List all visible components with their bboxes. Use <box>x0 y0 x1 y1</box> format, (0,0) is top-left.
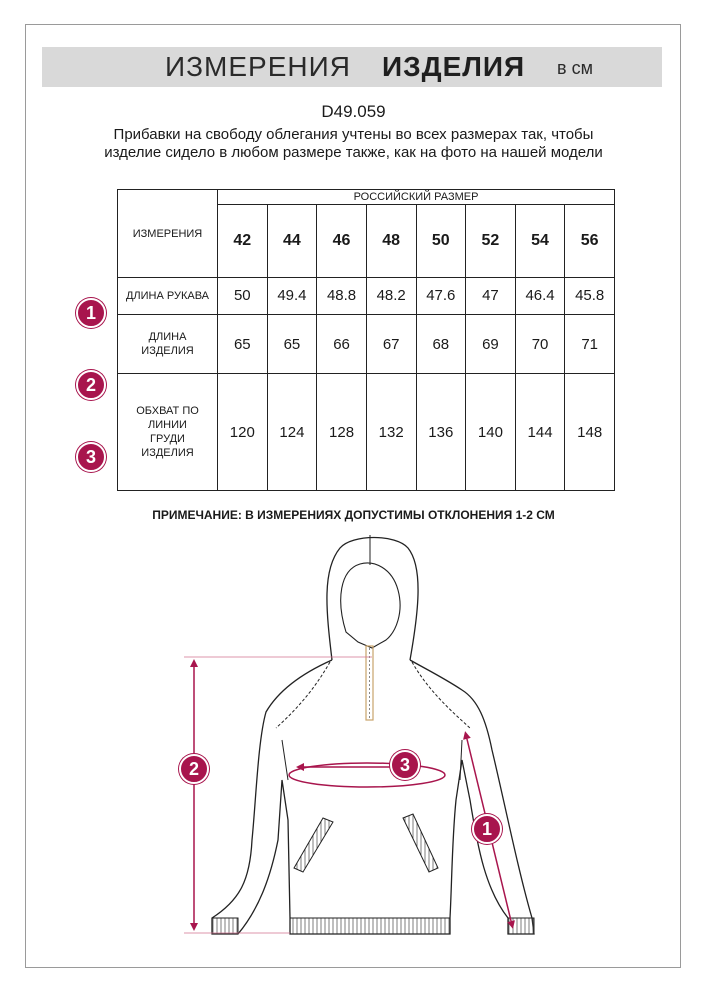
table-cell: 71 <box>565 314 615 373</box>
title-unit: в см <box>557 58 593 78</box>
raglan-seam-left <box>276 662 330 728</box>
pocket-left <box>294 818 333 872</box>
armhole-left <box>282 740 288 780</box>
size-header: 56 <box>565 205 615 278</box>
table-cell: 128 <box>317 374 367 491</box>
table-cell: 140 <box>466 374 516 491</box>
size-header: 52 <box>466 205 516 278</box>
table-cell: 65 <box>267 314 317 373</box>
table-cell: 46.4 <box>515 278 565 315</box>
size-header: 46 <box>317 205 367 278</box>
raglan-seam-right <box>412 662 470 728</box>
measure-header: ИЗМЕРЕНИЯ <box>118 190 218 278</box>
diagram-marker-3: 3 <box>390 750 420 780</box>
size-header: 54 <box>515 205 565 278</box>
table-cell: 132 <box>366 374 416 491</box>
cuff-left <box>212 918 238 934</box>
row-number-badge-3: 3 <box>76 442 106 472</box>
hem-band <box>290 918 450 934</box>
row-label-product-length: ДЛИНА ИЗДЕЛИЯ <box>118 314 218 373</box>
row-label-chest-girth: ОБХВАТ ПО ЛИНИИ ГРУДИ ИЗДЕЛИЯ <box>118 374 218 491</box>
size-header: 44 <box>267 205 317 278</box>
row-label-sleeve-length: ДЛИНА РУКАВА <box>118 278 218 315</box>
table-cell: 50 <box>218 278 268 315</box>
title-measurements: ИЗМЕРЕНИЯ <box>165 51 351 82</box>
table-cell: 49.4 <box>267 278 317 315</box>
hood-inner <box>341 563 400 648</box>
table-cell: 68 <box>416 314 466 373</box>
tolerance-note: ПРИМЕЧАНИЕ: В ИЗМЕРЕНИЯХ ДОПУСТИМЫ ОТКЛОНЕНИЯ 1-2 СМ <box>152 508 555 522</box>
table-cell: 120 <box>218 374 268 491</box>
table-cell: 48.2 <box>366 278 416 315</box>
size-header: 50 <box>416 205 466 278</box>
size-header: 48 <box>366 205 416 278</box>
row-number-badge-2: 2 <box>76 370 106 400</box>
table-cell: 65 <box>218 314 268 373</box>
cuff-right <box>508 918 534 934</box>
table-cell: 70 <box>515 314 565 373</box>
table-cell: 47 <box>466 278 516 315</box>
table-cell: 45.8 <box>565 278 615 315</box>
row-number-badge-1: 1 <box>76 298 106 328</box>
table-cell: 67 <box>366 314 416 373</box>
article-number: D49.059 <box>321 102 386 121</box>
table-cell: 124 <box>267 374 317 491</box>
table-cell: 136 <box>416 374 466 491</box>
size-group-header: РОССИЙСКИЙ РАЗМЕР <box>218 190 615 205</box>
table-cell: 144 <box>515 374 565 491</box>
diagram-marker-1: 1 <box>472 814 502 844</box>
table-cell: 148 <box>565 374 615 491</box>
diagram-marker-2: 2 <box>179 754 209 784</box>
size-header: 42 <box>218 205 268 278</box>
table-cell: 69 <box>466 314 516 373</box>
pocket-right <box>403 814 438 872</box>
fit-description: Прибавки на свободу облегания учтены во всех размерах так, чтобы изделие сидело в любом размере также, как на фото на нашей модели <box>104 126 603 161</box>
table-cell: 48.8 <box>317 278 367 315</box>
title-product: ИЗДЕЛИЯ <box>382 51 526 82</box>
table-cell: 66 <box>317 314 367 373</box>
table-cell: 47.6 <box>416 278 466 315</box>
